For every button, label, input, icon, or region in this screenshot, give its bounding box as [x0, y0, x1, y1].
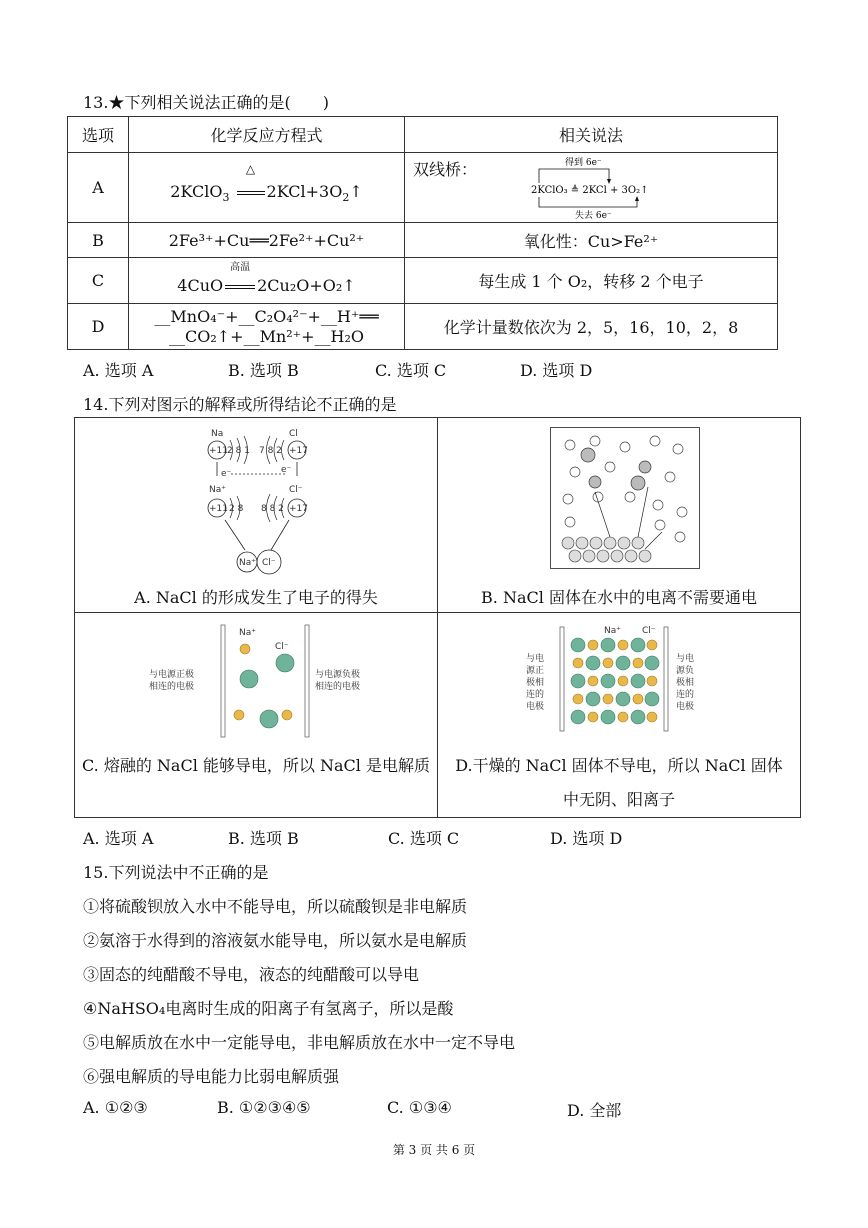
double-bridge-diagram [525, 155, 685, 221]
svg-text:+11: +11 [209, 446, 228, 456]
svg-text:+17: +17 [289, 446, 308, 456]
q15-option-b[interactable]: B. ①②③④⑤ [217, 1098, 311, 1117]
q15-item-5: ⑤电解质放在水中一定能导电，非电解质放在水中一定不导电 [83, 1033, 516, 1052]
svg-text:7 8 2: 7 8 2 [259, 446, 282, 456]
q13-row-a-equation: 2KClO$_3$ △ $2KCl+3O_2↑$ [129, 153, 405, 223]
svg-text:Na⁺: Na⁺ [209, 485, 226, 495]
q15-item-6: ⑥强电解质的导电能力比弱电解质强 [83, 1067, 340, 1086]
solid-nacl-diagram [518, 621, 728, 733]
svg-text:相连的电极: 相连的电极 [149, 682, 195, 692]
svg-text:与电源负极: 与电源负极 [315, 670, 361, 680]
q14-caption-a: A. NaCl 的形成发生了电子的得失 [134, 588, 378, 607]
svg-text:电极: 电极 [526, 702, 545, 712]
q15-item-4: ④NaHSO₄电离时生成的阳离子有氢离子，所以是酸 [83, 999, 454, 1018]
page-footer: 第 3 页 共 6 页 [392, 1143, 476, 1157]
svg-text:Cl⁻: Cl⁻ [642, 626, 656, 636]
nacl-dissolution-diagram [550, 427, 700, 569]
svg-text:Na: Na [211, 429, 224, 439]
q14-caption-c: C. 熔融的 NaCl 能够导电，所以 NaCl 是电解质 [82, 756, 430, 775]
q13-row-d [68, 304, 778, 350]
svg-text:Na⁺: Na⁺ [604, 626, 621, 636]
q15-item-1: ①将硫酸钡放入水中不能导电，所以硫酸钡是非电解质 [83, 897, 468, 916]
q13-option-a[interactable]: A. 选项 A [83, 361, 154, 380]
molten-nacl-diagram [145, 621, 385, 741]
q15-options [83, 1098, 783, 1120]
q13-row-a-option: A [68, 153, 129, 223]
q13-header-equation: 化学反应方程式 [129, 117, 405, 153]
svg-text:Cl⁻: Cl⁻ [262, 558, 276, 568]
svg-text:源负: 源负 [676, 666, 695, 676]
q14-option-c[interactable]: C. 选项 C [388, 829, 460, 848]
q15-title: 15.下列说法中不正确的是 [83, 863, 269, 882]
svg-text:e⁻: e⁻ [281, 465, 292, 475]
svg-text:与电源正极: 与电源正极 [149, 670, 195, 680]
svg-text:连的: 连的 [676, 690, 695, 700]
q14-cell-a [75, 418, 438, 613]
q13-row-b-option: B [68, 223, 129, 258]
q13-row-a-note [405, 153, 778, 223]
q15-item-2: ②氨溶于水得到的溶液氨水能导电，所以氨水是电解质 [83, 931, 468, 950]
bridge-equation: 2KClO₃ ≜ 2KCl + 3O₂↑ [531, 185, 649, 196]
q13-row-d-equation: __MnO₄⁻+__C₂O₄²⁻+__H⁺══ __CO₂↑+__Mn²⁺+__H₂O [129, 304, 405, 350]
q13-header-note: 相关说法 [405, 117, 778, 153]
svg-text:+17: +17 [289, 504, 308, 514]
q13-header-option: 选项 [68, 117, 129, 153]
svg-text:连的: 连的 [526, 690, 545, 700]
q14-cell-b [438, 418, 801, 613]
svg-text:源正: 源正 [526, 666, 545, 676]
q14-option-a[interactable]: A. 选项 A [83, 829, 154, 848]
q14-caption-d-line2: 中无阴、阳离子 [562, 790, 675, 809]
q14-title: 14.下列对图示的解释或所得结论不正确的是 [83, 395, 397, 414]
q13-row-b-equation: 2Fe³⁺+Cu══2Fe²⁺+Cu²⁺ [129, 223, 405, 258]
q13-row-d-note: 化学计量数依次为 2，5，16，10，2，8 [405, 304, 778, 350]
svg-text:e⁻: e⁻ [221, 469, 232, 479]
svg-text:电极: 电极 [676, 702, 695, 712]
svg-text:与电: 与电 [526, 654, 545, 664]
q15-option-d[interactable]: D. 全部 [567, 1101, 622, 1120]
q13-option-b[interactable]: B. 选项 B [228, 361, 299, 380]
q13-row-d-option: D [68, 304, 129, 350]
q14-table [74, 417, 801, 818]
svg-text:+11: +11 [209, 504, 228, 514]
q13-title: 13.★下列相关说法正确的是( ) [83, 93, 329, 112]
double-bridge-label: 双线桥： [413, 160, 478, 179]
svg-text:与电: 与电 [676, 654, 695, 664]
q13-option-d[interactable]: D. 选项 D [520, 361, 593, 380]
q13-row-c-equation: 4CuO 高温 2Cu₂O+O₂↑ [129, 258, 405, 304]
q14-option-b[interactable]: B. 选项 B [228, 829, 299, 848]
q13-row-b-note: 氧化性：Cu>Fe²⁺ [405, 223, 778, 258]
q13-options [83, 358, 783, 380]
nacl-formation-diagram [197, 424, 317, 576]
q15-item-3: ③固态的纯醋酸不导电，液态的纯醋酸可以导电 [83, 965, 420, 984]
svg-text:Na⁺: Na⁺ [239, 628, 256, 638]
q13-row-c-note: 每生成 1 个 O₂，转移 2 个电子 [405, 258, 778, 304]
q13-option-c[interactable]: C. 选项 C [375, 361, 447, 380]
q14-option-d[interactable]: D. 选项 D [550, 829, 623, 848]
q15-option-c[interactable]: C. ①③④ [387, 1098, 452, 1117]
q14-cell-d [438, 613, 801, 818]
q14-caption-b: B. NaCl 固体在水中的电离不需要通电 [481, 588, 757, 607]
q14-caption-d-line1: D.干燥的 NaCl 固体不导电，所以 NaCl 固体 [455, 756, 783, 775]
bridge-bottom-label: 失去 6e⁻ [575, 211, 612, 221]
q13-row-b [68, 223, 778, 258]
svg-text:Cl⁻: Cl⁻ [275, 642, 289, 652]
svg-text:2 8 1: 2 8 1 [227, 446, 250, 456]
svg-text:Na⁺: Na⁺ [239, 558, 256, 568]
q14-cell-c [75, 613, 438, 818]
q14-options [83, 826, 783, 848]
q13-row-c [68, 258, 778, 304]
svg-text:2 8: 2 8 [229, 504, 244, 514]
q13-row-a [68, 153, 778, 223]
condition-label: 高温 [230, 262, 251, 273]
q13-row-c-option: C [68, 258, 129, 304]
svg-text:Cl: Cl [289, 429, 298, 439]
svg-text:8 8 2: 8 8 2 [261, 504, 284, 514]
bridge-top-label: 得到 6e⁻ [565, 158, 602, 168]
svg-text:极相: 极相 [526, 678, 545, 688]
svg-text:相连的电极: 相连的电极 [315, 682, 361, 692]
svg-text:Cl⁻: Cl⁻ [289, 485, 303, 495]
q15-option-a[interactable]: A. ①②③ [83, 1098, 148, 1117]
svg-text:极相: 极相 [676, 678, 695, 688]
q13-table [67, 116, 778, 350]
